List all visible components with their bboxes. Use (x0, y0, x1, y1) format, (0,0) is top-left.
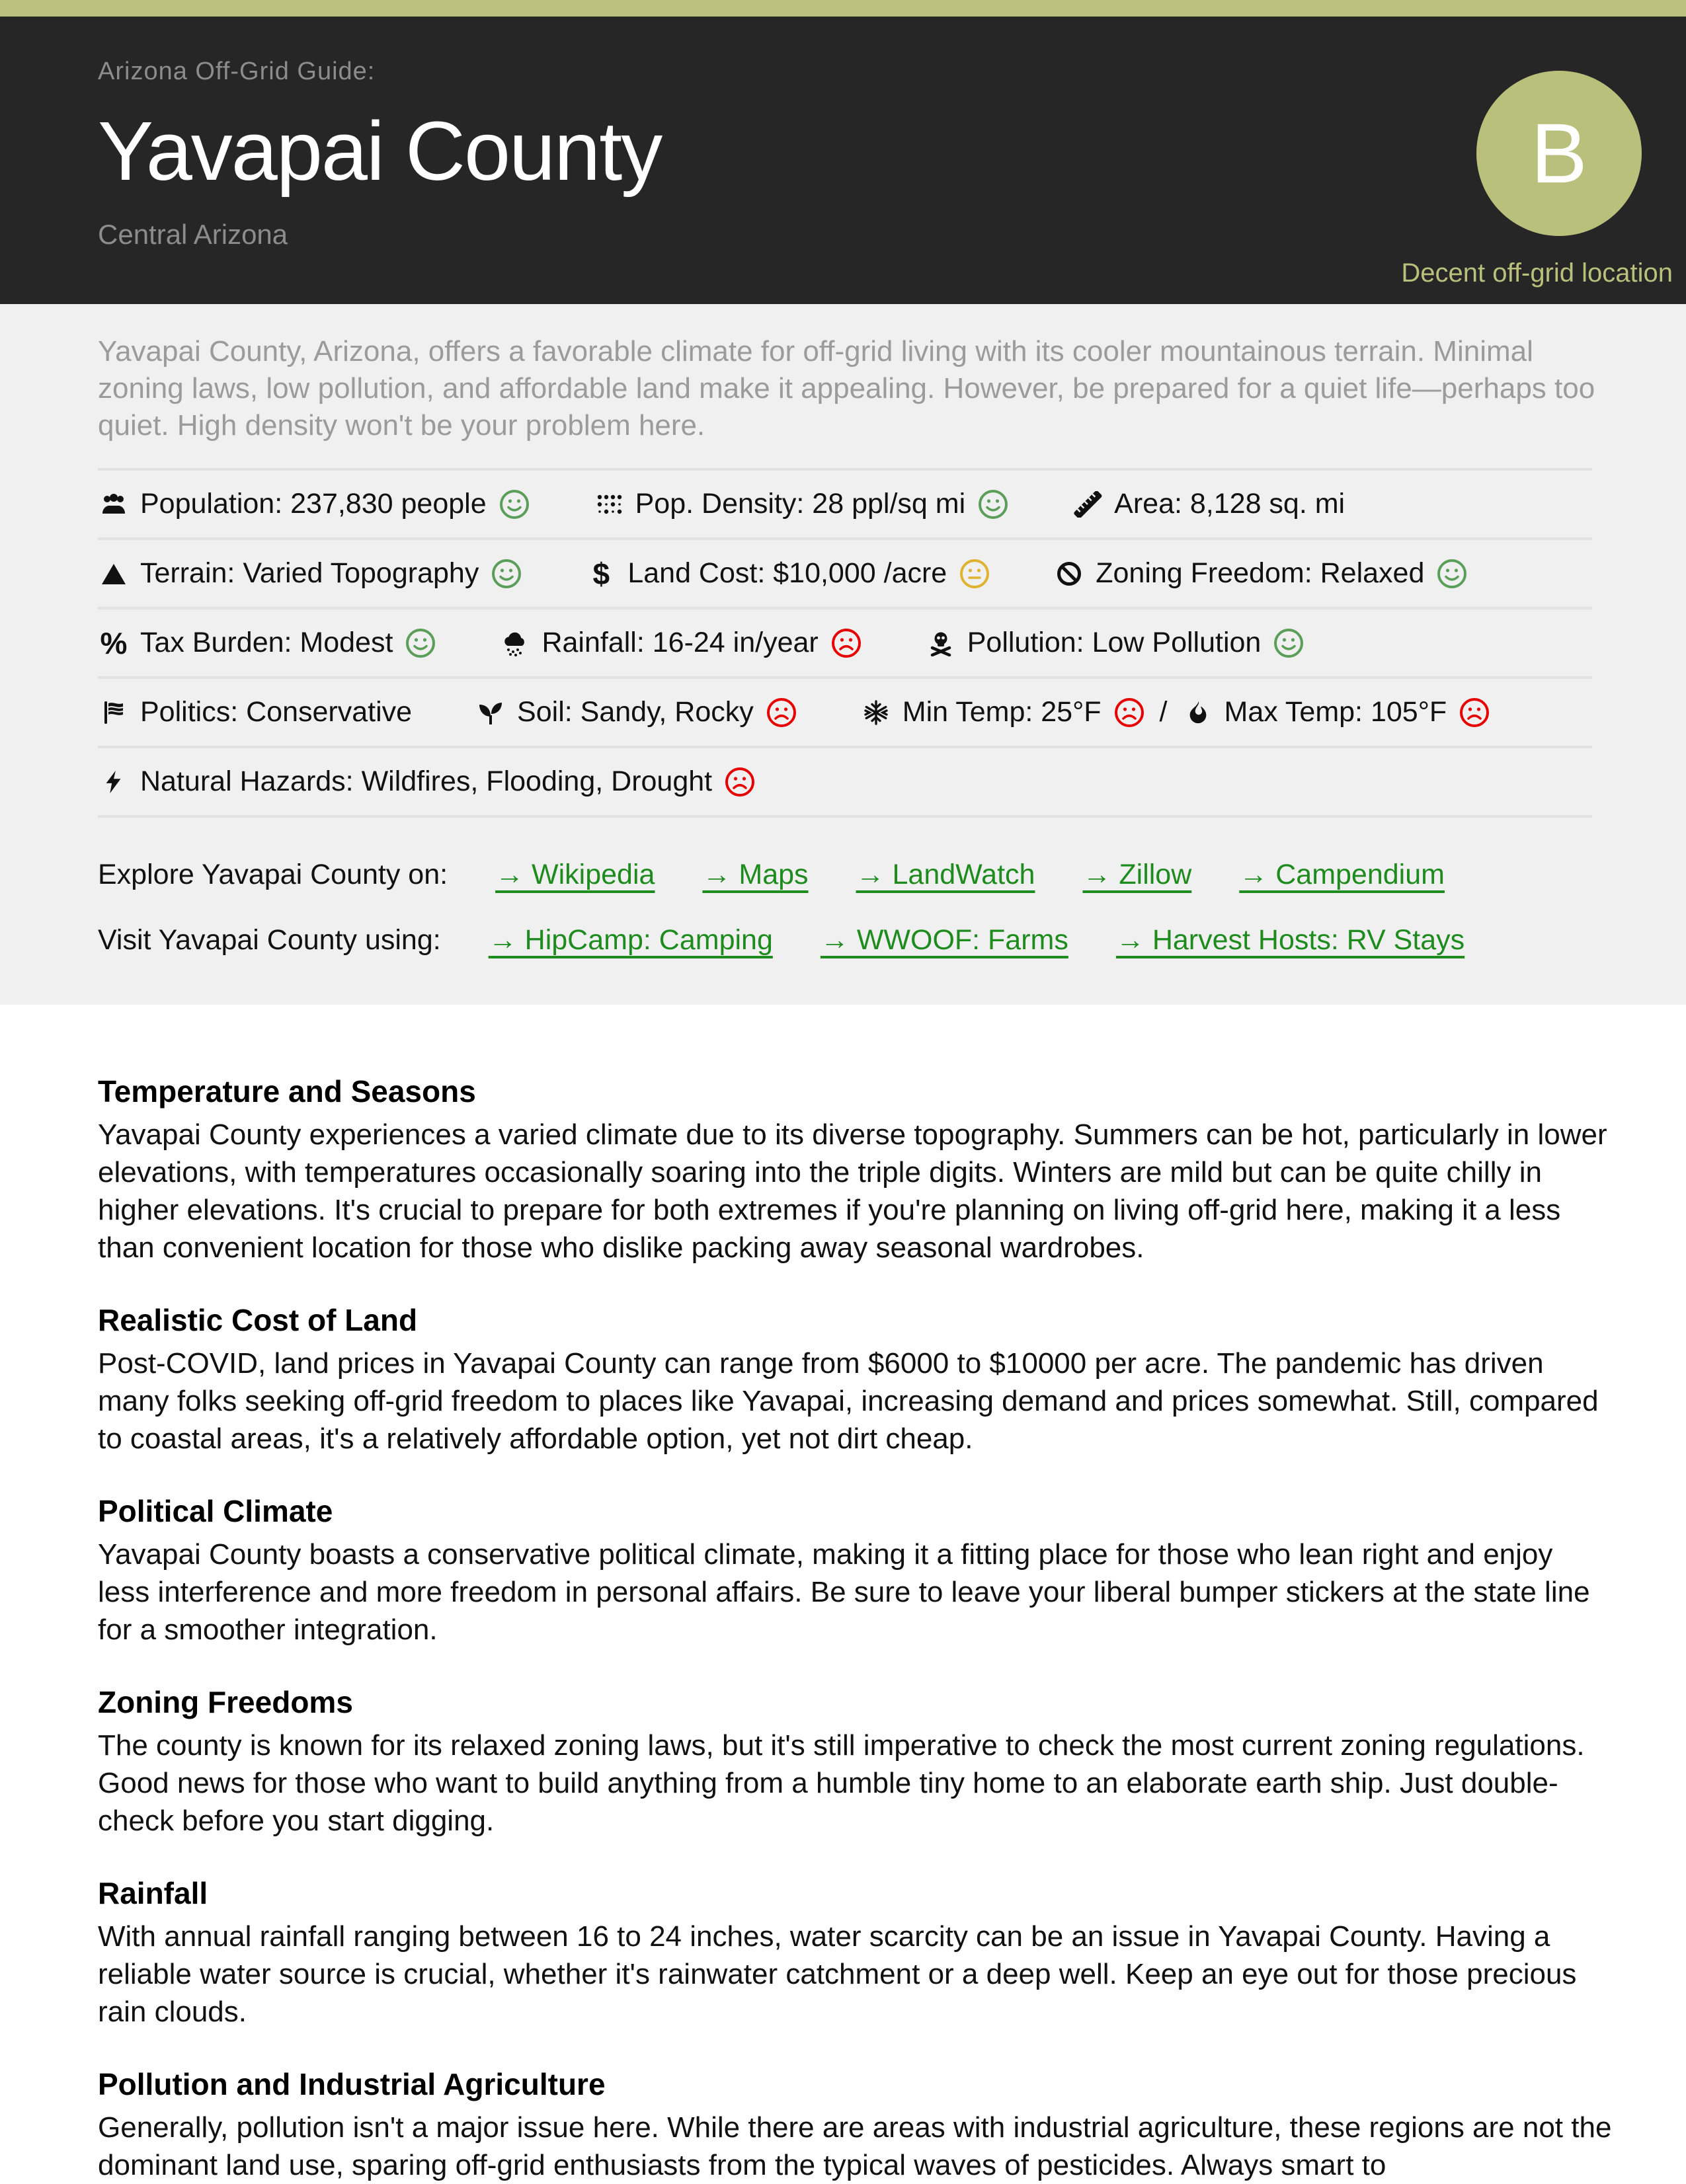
section-political-climate (98, 1493, 1612, 1649)
mood-face-icon (1113, 697, 1145, 728)
section-zoning (98, 1684, 1612, 1840)
stat-area (1072, 488, 1345, 520)
summary-stats-band (0, 304, 1686, 1005)
stat-land-cost (585, 556, 990, 592)
section-land-cost (98, 1302, 1612, 1458)
mood-face-icon (977, 488, 1009, 520)
mood-face-icon (1436, 558, 1468, 590)
stat-politics (98, 696, 412, 728)
explore-label: Explore Yavapai County on: (98, 859, 448, 890)
stat-temps (860, 696, 1490, 728)
stat-population (98, 488, 530, 520)
stat-label: Area: 8,128 sq. mi (1114, 488, 1345, 520)
section-heading: Rainfall (98, 1876, 208, 1910)
region-subtitle: Central Arizona (98, 219, 288, 250)
stat-label: Politics: Conservative (140, 696, 413, 728)
page-title: Yavapai County (98, 104, 662, 198)
stat-label: Soil: Sandy, Rocky (517, 696, 754, 728)
article-body (0, 1005, 1686, 2184)
temp-separator: / (1159, 696, 1168, 728)
link-campendium[interactable]: → Campendium (1239, 859, 1445, 890)
stat-label: Zoning Freedom: Relaxed (1096, 557, 1425, 589)
external-links (98, 859, 1592, 956)
explore-links-row (98, 859, 1592, 891)
section-pollution (98, 2066, 1612, 2184)
stat-label: Land Cost: $10,000 /acre (627, 557, 947, 589)
section-heading: Political Climate (98, 1494, 333, 1528)
section-paragraph: Post-COVID, land prices in Yavapai County can range from $6000 to $10000 per acre. The pandemic has driven many folks seeking off-grid freedom to places like Yavapai, increasing demand and prices somewhat. Still, compared to coastal areas, it's a relatively affordable option, yet not dirt cheap. (98, 1347, 1599, 1455)
mood-face-icon (724, 766, 756, 798)
stat-density (593, 488, 1010, 520)
link-landwatch[interactable]: → LandWatch (856, 859, 1035, 890)
stat-label: Population: 237,830 people (140, 488, 487, 520)
section-rainfall (98, 1875, 1612, 2031)
stats-row (98, 540, 1592, 609)
stat-tax (98, 625, 436, 661)
skull-crossbones-icon (925, 630, 957, 656)
visit-links-row (98, 924, 1592, 956)
stat-label: Rainfall: 16-24 in/year (542, 627, 819, 658)
rain-cloud-icon (499, 630, 531, 656)
grade-letter: B (1531, 106, 1587, 201)
stat-label: Tax Burden: Modest (140, 627, 393, 658)
stat-hazards (98, 765, 756, 798)
grade-badge (1476, 71, 1642, 236)
stat-label: Pollution: Low Pollution (967, 627, 1262, 658)
stat-label: Max Temp: 105°F (1224, 696, 1447, 728)
mood-face-icon (1459, 697, 1490, 728)
stat-zoning (1053, 557, 1468, 590)
page-header (0, 17, 1686, 304)
county-summary: Yavapai County, Arizona, offers a favorable climate for off-grid living with its cooler mountainous terrain. Minimal zoning laws, low pollution, and affordable land make it appealing. However, be prepared for a quiet life—perhaps too quiet. High density won't be your problem here. (98, 335, 1595, 442)
section-paragraph: With annual rainfall ranging between 16 to 24 inches, water scarcity can be an issue in Yavapai County. Having a reliable water source is crucial, whether it's rainwater catchment or a deep well. Keep an eye out for those precious rain clouds. (98, 1920, 1577, 2028)
link-hipcamp[interactable]: → HipCamp: Camping (488, 924, 773, 956)
top-accent-bar (0, 0, 1686, 17)
stat-terrain (98, 557, 522, 590)
visit-label: Visit Yavapai County using: (98, 924, 441, 956)
stat-label: Terrain: Varied Topography (140, 557, 479, 589)
stats-row (98, 679, 1592, 748)
mountain-icon (98, 561, 130, 587)
users-icon (98, 491, 130, 518)
ban-icon (1053, 561, 1085, 587)
section-heading: Realistic Cost of Land (98, 1303, 418, 1337)
mood-face-icon (766, 697, 797, 728)
snowflake-icon (860, 699, 892, 726)
density-dots-icon (593, 491, 625, 518)
link-zillow[interactable]: → Zillow (1082, 859, 1192, 890)
mood-face-icon (405, 627, 436, 659)
flag-icon (98, 699, 130, 726)
ruler-icon (1072, 491, 1104, 518)
stat-label: Min Temp: 25°F (902, 696, 1102, 728)
dollar-icon: $ (592, 556, 610, 591)
link-maps[interactable]: → Maps (702, 859, 809, 890)
link-wikipedia[interactable]: → Wikipedia (495, 859, 655, 890)
section-paragraph: Yavapai County experiences a varied climate due to its diverse topography. Summers can be hot, particularly in lower elevations, with temperatures occasionally soaring into the triple digits. Winters are mild but can be quite chilly in higher elevations. It's crucial to prepare for both extremes if you're planning on living off-grid here, making it a less than convenient location for those who dislike packing away seasonal wardrobes. (98, 1118, 1607, 1264)
section-heading: Pollution and Industrial Agriculture (98, 2067, 606, 2101)
bolt-icon (98, 769, 130, 795)
section-heading: Zoning Freedoms (98, 1685, 353, 1719)
stat-label: Natural Hazards: Wildfires, Flooding, Drought (140, 765, 713, 797)
mood-face-icon (959, 558, 990, 590)
fire-icon (1182, 699, 1214, 726)
stat-soil (475, 696, 797, 728)
stats-row (98, 471, 1592, 540)
percent-icon: % (100, 625, 128, 660)
guide-kicker: Arizona Off-Grid Guide: (98, 58, 376, 85)
link-harvest-hosts[interactable]: → Harvest Hosts: RV Stays (1115, 924, 1465, 956)
stats-row (98, 748, 1592, 818)
seedling-icon (475, 699, 506, 726)
link-wwoof[interactable]: → WWOOF: Farms (820, 924, 1068, 956)
section-paragraph: The county is known for its relaxed zoning laws, but it's still imperative to check the most current zoning regulations. Good news for those who want to build anything from a humble tiny home to an elaborate earth ship. Just double-check before you start digging. (98, 1729, 1585, 1837)
stat-label: Pop. Density: 28 ppl/sq mi (635, 488, 966, 520)
stats-row (98, 609, 1592, 679)
grade-caption: Decent off-grid location (1401, 258, 1673, 288)
stat-pollution (925, 627, 1305, 659)
section-heading: Temperature and Seasons (98, 1074, 476, 1109)
section-temperature (98, 1073, 1612, 1267)
stat-rainfall (499, 627, 862, 659)
stats-table (98, 468, 1592, 818)
mood-face-icon (499, 488, 530, 520)
mood-face-icon (1273, 627, 1305, 659)
section-paragraph: Generally, pollution isn't a major issue here. While there are areas with industrial agriculture, these regions are not the dominant land use, sparing off-grid enthusiasts from the typical waves of pesticides. Always smart to (98, 2111, 1612, 2181)
mood-face-icon (830, 627, 862, 659)
section-paragraph: Yavapai County boasts a conservative political climate, making it a fitting place for those who lean right and enjoy less interference and more freedom in personal affairs. Be sure to leave your liberal bumper stickers at the state line for a smoother integration. (98, 1538, 1590, 1646)
mood-face-icon (491, 558, 522, 590)
